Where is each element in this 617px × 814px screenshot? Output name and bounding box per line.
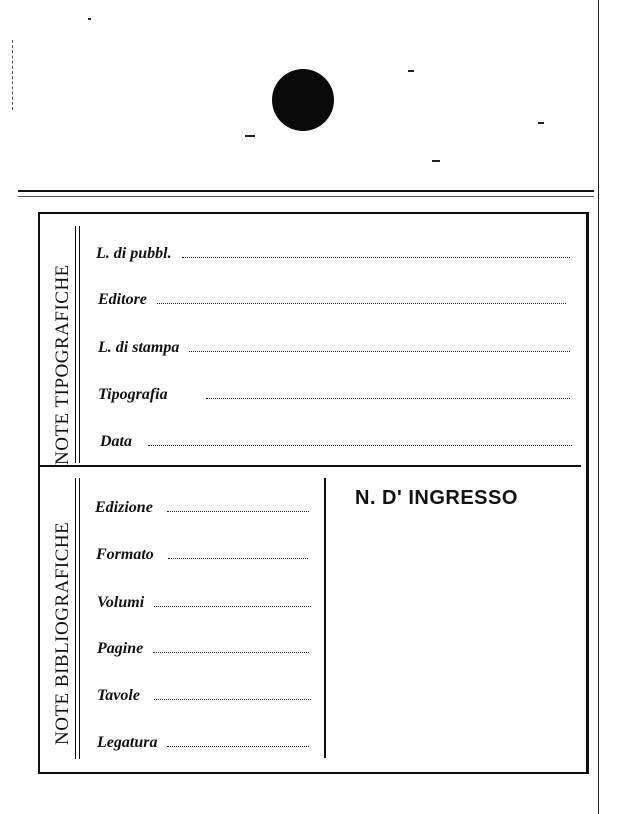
field-tipografia[interactable]	[98, 386, 570, 406]
section-label-tipografiche: NOTE TIPOGRAFICHE	[52, 264, 73, 465]
label-column-divider-top	[75, 226, 80, 463]
punch-hole	[272, 69, 334, 131]
field-label: Edizione	[95, 499, 153, 516]
fill-line	[167, 734, 309, 747]
field-formato[interactable]	[96, 546, 308, 566]
field-label: L. di stampa	[98, 339, 180, 356]
field-editore[interactable]	[98, 291, 566, 311]
field-label: L. di pubbl.	[96, 245, 172, 262]
speck	[538, 122, 544, 124]
fill-line	[167, 499, 309, 512]
field-label: Volumi	[97, 594, 145, 611]
fill-line	[148, 433, 572, 446]
speck	[408, 70, 414, 72]
speck	[88, 18, 91, 20]
field-legatura[interactable]	[97, 734, 309, 754]
paper-edge	[598, 0, 599, 814]
label-column-divider-bottom	[75, 478, 80, 759]
field-label: Editore	[98, 291, 147, 308]
speck	[432, 160, 440, 162]
accession-number-label: N. D' INGRESSO	[355, 487, 518, 509]
fill-line	[168, 546, 308, 559]
section-divider	[38, 465, 581, 467]
field-label: Data	[100, 433, 132, 450]
fill-line	[154, 687, 311, 700]
speck	[245, 135, 255, 137]
fill-line	[154, 594, 311, 607]
field-label: Pagine	[97, 640, 144, 657]
fold-line	[18, 190, 594, 192]
field-tavole[interactable]	[97, 687, 311, 707]
paper-mark	[12, 40, 13, 110]
field-luogo-pubblicazione[interactable]	[96, 245, 570, 265]
field-edizione[interactable]	[95, 499, 309, 519]
field-data[interactable]	[100, 433, 572, 453]
fill-line	[153, 640, 309, 653]
fill-line	[189, 339, 570, 352]
field-luogo-stampa[interactable]	[98, 339, 570, 359]
accession-divider	[324, 478, 326, 758]
field-label: Tavole	[97, 687, 140, 704]
field-label: Legatura	[97, 734, 158, 751]
fold-line-shadow	[18, 196, 594, 197]
field-pagine[interactable]	[97, 640, 309, 660]
fill-line	[157, 291, 566, 304]
field-label: Tipografia	[98, 386, 168, 403]
fill-line	[182, 245, 570, 258]
field-volumi[interactable]	[97, 594, 311, 614]
fill-line	[206, 386, 570, 399]
field-label: Formato	[96, 546, 154, 563]
section-label-bibliografiche: NOTE BIBLIOGRAFICHE	[52, 521, 73, 745]
